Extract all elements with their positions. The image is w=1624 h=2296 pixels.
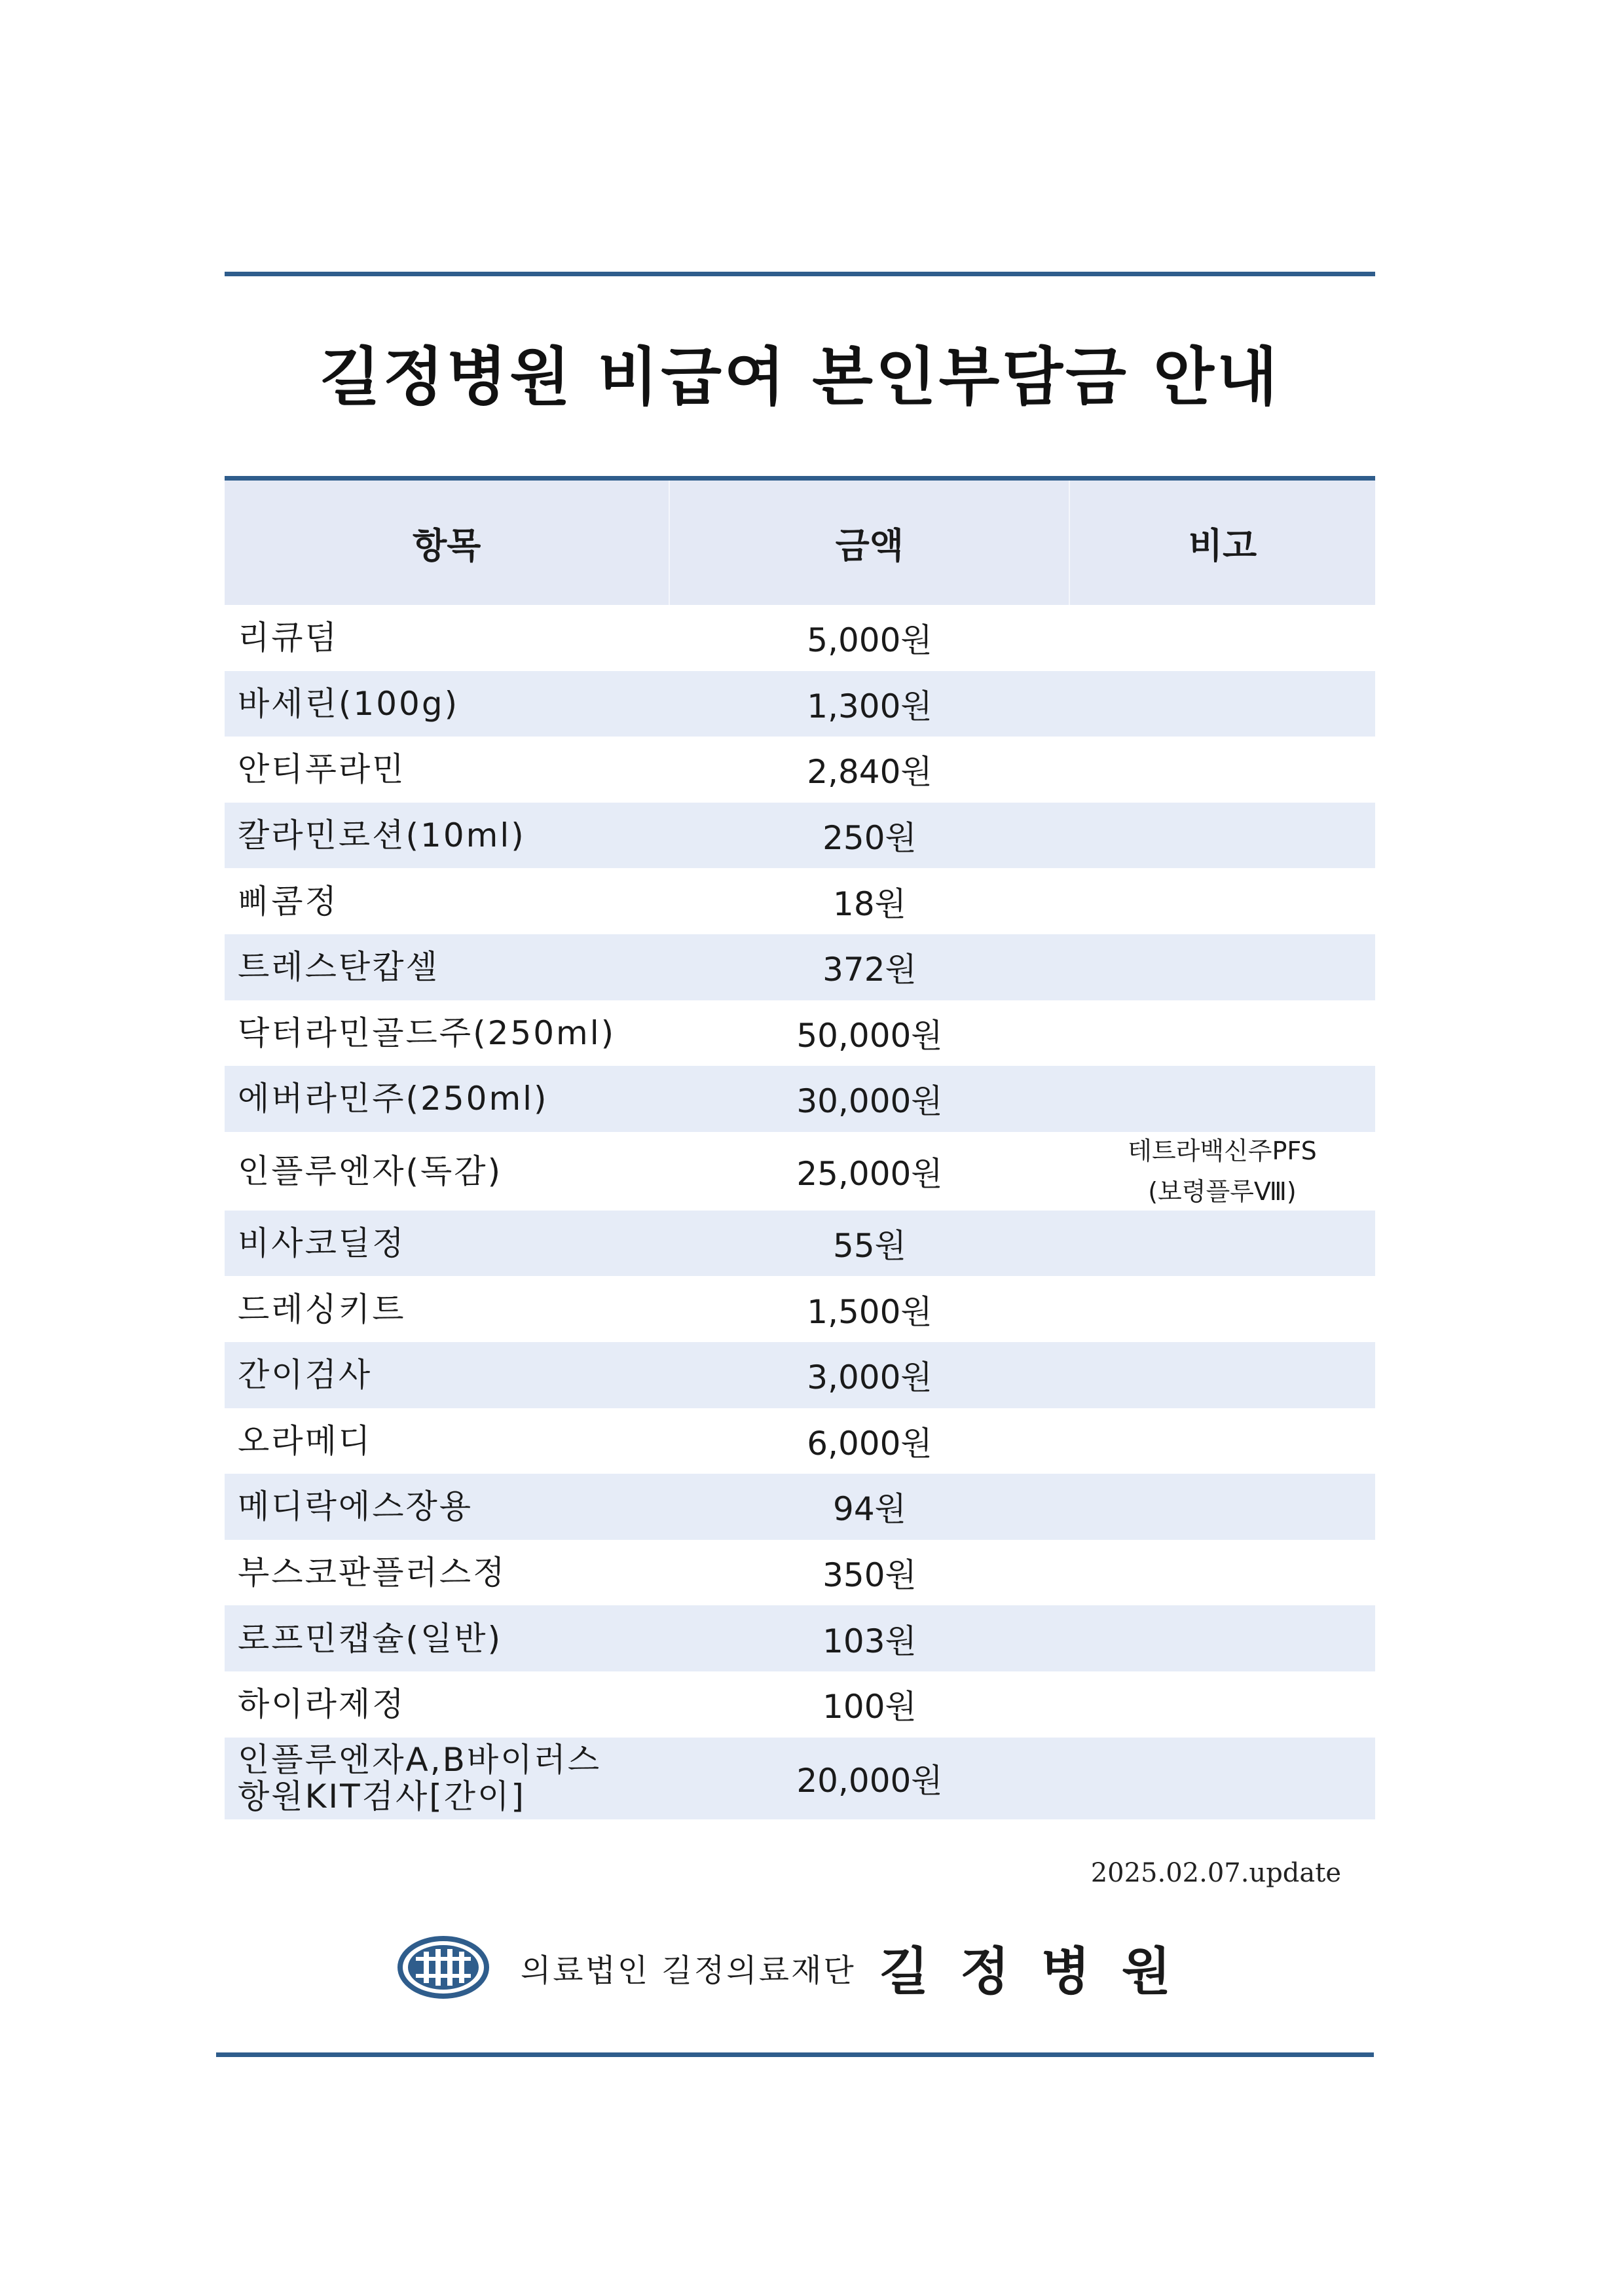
item-amount: 350원 xyxy=(822,1556,917,1595)
item-note xyxy=(1069,934,1375,1000)
table-row xyxy=(225,1276,1375,1342)
table-row xyxy=(225,1211,1375,1277)
table-row xyxy=(225,737,1375,803)
item-name: 에버라민주(250ml) xyxy=(238,1080,549,1118)
item-note xyxy=(1069,1474,1375,1540)
item-note xyxy=(1069,1276,1375,1342)
item-note xyxy=(1069,1408,1375,1474)
item-note xyxy=(1069,1211,1375,1277)
top-rule xyxy=(225,272,1375,276)
item-note xyxy=(1069,803,1375,869)
item-note xyxy=(1069,1540,1375,1606)
item-note xyxy=(1069,1000,1375,1066)
table-row xyxy=(225,934,1375,1000)
item-amount: 103원 xyxy=(822,1622,917,1660)
table-row xyxy=(225,868,1375,934)
item-amount: 18원 xyxy=(833,884,906,923)
item-note xyxy=(1069,671,1375,737)
price-table xyxy=(225,481,1375,1819)
item-note xyxy=(1069,1605,1375,1671)
item-note xyxy=(1069,1671,1375,1738)
foundation-name: 의료법인 길정의료재단 xyxy=(520,1952,856,1989)
table-row xyxy=(225,1671,1375,1738)
table-row xyxy=(225,1000,1375,1066)
item-amount: 20,000원 xyxy=(796,1762,943,1800)
table-row xyxy=(225,1605,1375,1671)
item-note xyxy=(1069,605,1375,671)
item-amount: 94원 xyxy=(833,1490,906,1529)
update-date: 2025.02.07.update xyxy=(1090,1858,1341,1888)
item-amount: 1,500원 xyxy=(807,1292,932,1331)
item-amount: 3,000원 xyxy=(807,1358,932,1397)
header-amount: 금액 xyxy=(670,481,1070,605)
table-row xyxy=(225,803,1375,869)
item-note xyxy=(1069,1132,1375,1211)
item-name-line-2: 항원KIT검사[간이] xyxy=(238,1777,526,1815)
hospital-name: 길정병원 xyxy=(879,1942,1203,2001)
item-amount: 100원 xyxy=(822,1688,917,1726)
item-amount: 1,300원 xyxy=(807,687,932,725)
table-row xyxy=(225,1408,1375,1474)
item-amount: 2,840원 xyxy=(807,753,932,792)
item-name: 바세린(100g) xyxy=(238,684,460,723)
table-top-rule xyxy=(225,476,1375,481)
item-amount: 50,000원 xyxy=(796,1016,943,1055)
item-note xyxy=(1069,1738,1375,1819)
item-amount: 250원 xyxy=(822,819,917,858)
table-row xyxy=(225,1132,1375,1211)
item-amount: 25,000원 xyxy=(796,1154,943,1193)
item-amount: 6,000원 xyxy=(807,1424,932,1463)
item-name: 닥터라민골드주(250ml) xyxy=(238,1013,616,1052)
item-name: 로프민캡슐(일반) xyxy=(238,1619,503,1658)
table-row xyxy=(225,1540,1375,1606)
bottom-rule xyxy=(216,2052,1374,2057)
table-row xyxy=(225,1474,1375,1540)
header-item: 항목 xyxy=(225,481,670,605)
item-name: 안티푸라민 xyxy=(238,750,406,789)
item-name xyxy=(225,1738,670,1819)
table-row xyxy=(225,605,1375,671)
item-name: 리큐덤 xyxy=(238,619,339,657)
item-note xyxy=(1069,1066,1375,1132)
page-title: 길정병원 비급여 본인부담금 안내 xyxy=(320,340,1280,414)
item-name: 간이검사 xyxy=(238,1356,373,1394)
item-note xyxy=(1069,868,1375,934)
item-amount: 5,000원 xyxy=(807,621,932,660)
item-amount: 55원 xyxy=(833,1227,906,1266)
item-name: 비사코딜정 xyxy=(238,1224,406,1263)
footer xyxy=(225,1922,1375,2013)
item-name: 인플루엔자(독감) xyxy=(238,1152,503,1190)
item-name: 하이라제정 xyxy=(238,1685,406,1724)
table-header xyxy=(225,481,1375,605)
item-name: 오라메디 xyxy=(238,1421,373,1460)
note-line-2: (보령플루Ⅷ) xyxy=(1148,1176,1297,1206)
item-name: 트레스탄캅셀 xyxy=(238,948,439,987)
item-name: 드레싱키트 xyxy=(238,1290,406,1328)
table-row xyxy=(225,1738,1375,1819)
note-line-1: 테트라백신주PFS xyxy=(1128,1136,1317,1165)
table-row xyxy=(225,1342,1375,1408)
item-note xyxy=(1069,1342,1375,1408)
item-amount: 30,000원 xyxy=(796,1082,943,1121)
item-note xyxy=(1069,737,1375,803)
item-name: 칼라민로션(10ml) xyxy=(238,816,526,855)
item-name: 삐콤정 xyxy=(238,882,339,920)
table-row xyxy=(225,1066,1375,1132)
hospital-logo-icon xyxy=(397,1935,489,2000)
item-amount: 372원 xyxy=(822,951,917,989)
item-name: 부스코판플러스정 xyxy=(238,1554,507,1592)
header-note: 비고 xyxy=(1188,524,1257,566)
item-name: 메디락에스장용 xyxy=(238,1487,473,1526)
item-name-line-1: 인플루엔자A,B바이러스 xyxy=(238,1741,602,1779)
table-row xyxy=(225,671,1375,737)
